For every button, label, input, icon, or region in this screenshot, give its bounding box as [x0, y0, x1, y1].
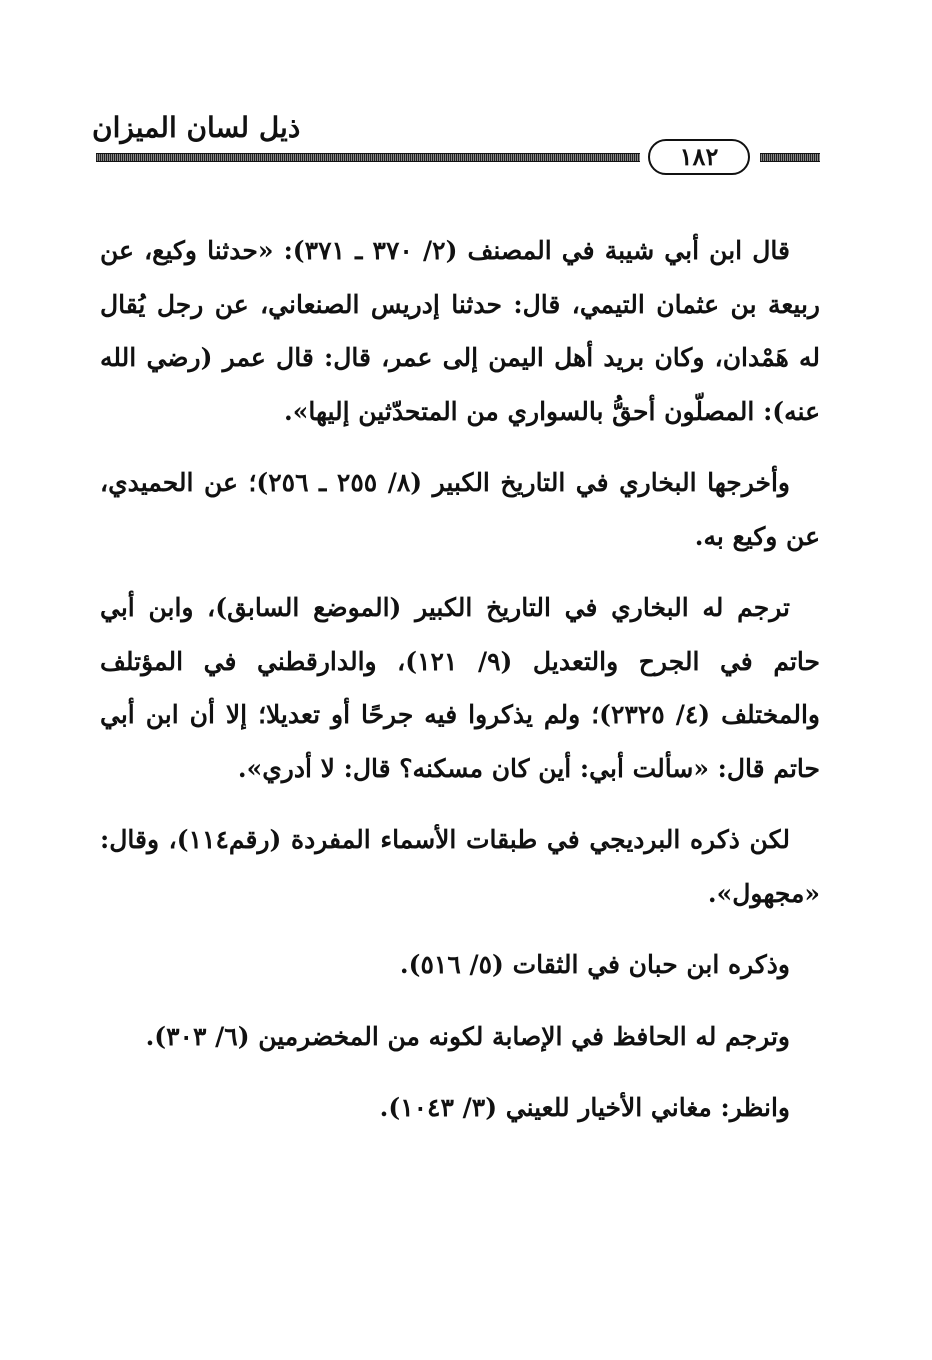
paragraph: قال ابن أبي شيبة في المصنف (٢/ ٣٧٠ ـ ٣٧١): «حدثنا وكيع، عن ربيعة بن عثمان التيمي، قال: حدثنا إدريس الصنعاني، عن رجل يُقال له هَمْدان، وكان بريد أهل اليمن إلى عمر، قال: قال عمر (رضي الله عنه): المصلّون أحقُّ بالسواري من المتحدّثين إليها». — [100, 236, 820, 426]
header-rule-right — [760, 153, 820, 162]
paragraph: ترجم له البخاري في التاريخ الكبير (الموضع السابق)، وابن أبي حاتم في الجرح والتعديل (٩/ ١٢١)، والدارقطني في المؤتلف والمختلف (٤/ ٢٣٢٥)؛ ولم يذكروا فيه جرحًا أو تعديلا؛ إلا أن ابن أبي حاتم قال: «سألت أبي: أين كان مسكنه؟ قال: لا أدري». — [100, 593, 820, 783]
paragraph: وأخرجها البخاري في التاريخ الكبير (٨/ ٢٥٥ ـ ٢٥٦)؛ عن الحميدي، عن وكيع به. — [100, 468, 820, 551]
paragraph: وانظر: مغاني الأخيار للعيني (٣/ ١٠٤٣). — [379, 1093, 790, 1122]
paragraph: لكن ذكره البرديجي في طبقات الأسماء المفردة (رقم١١٤)، وقال: «مجهول». — [100, 825, 820, 908]
paragraph: وترجم له الحافظ في الإصابة لكونه من المخضرمين (٦/ ٣٠٣). — [145, 1021, 790, 1051]
header-rule-left — [96, 153, 640, 162]
page-number: ١٨٢ — [648, 139, 750, 175]
paragraph: وذكره ابن حبان في الثقات (٥/ ٥١٦). — [399, 950, 790, 979]
main-text — [100, 224, 820, 1153]
book-title: ذيل لسان الميزان — [92, 111, 301, 144]
